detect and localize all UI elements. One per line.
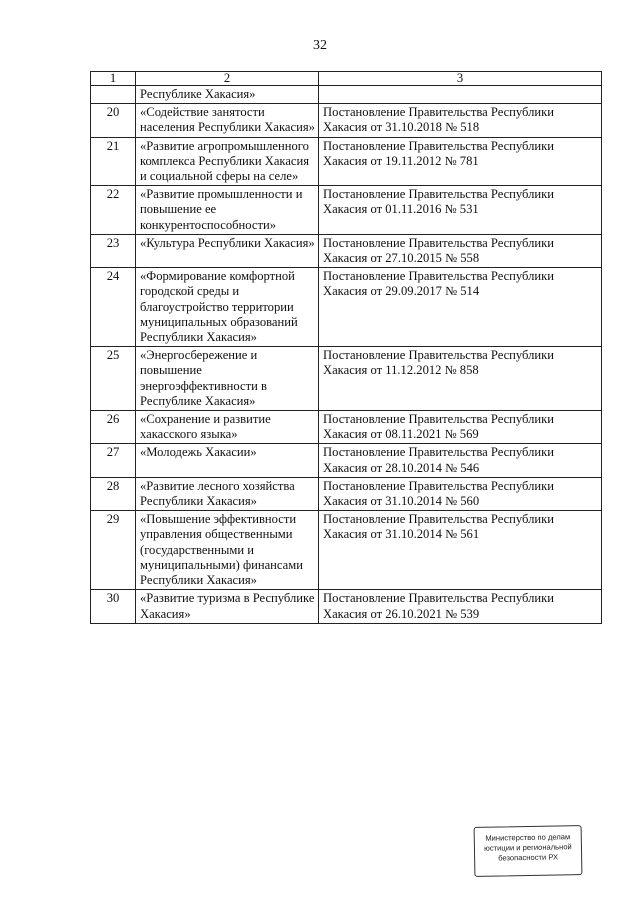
table-row [91, 137, 602, 186]
act-reference-cell: Постановление Правительства Республики Хакасия от 27.10.2015 № 558 [319, 234, 602, 267]
programs-table [90, 71, 602, 624]
page-number: 32 [313, 38, 327, 53]
column-header-number: 1 [91, 72, 136, 86]
table-row [91, 411, 602, 444]
act-reference-cell: Постановление Правительства Республики Хакасия от 31.10.2018 № 518 [319, 104, 602, 137]
act-reference-cell: Постановление Правительства Республики Хакасия от 28.10.2014 № 546 [319, 444, 602, 477]
row-number-cell: 29 [91, 511, 136, 590]
continuation-number-cell [91, 86, 136, 104]
row-number-cell: 25 [91, 347, 136, 411]
program-name-cell: «Культура Республики Хакасия» [136, 234, 319, 267]
table-row [91, 444, 602, 477]
continuation-program-cell: Республике Хакасия» [136, 86, 319, 104]
row-number-cell: 21 [91, 137, 136, 186]
table-row [91, 186, 602, 235]
program-name-cell: «Формирование комфортной городской среды и благоустройство территории муниципальных образований Республики Хакасия» [136, 268, 319, 347]
table-header-row [91, 72, 602, 86]
row-number-cell: 27 [91, 444, 136, 477]
column-header-program: 2 [136, 72, 319, 86]
continuation-act-cell [319, 86, 602, 104]
table-row [91, 104, 602, 137]
program-name-cell: «Развитие туризма в Республике Хакасия» [136, 590, 319, 623]
column-header-act: 3 [319, 72, 602, 86]
row-number-cell: 30 [91, 590, 136, 623]
program-name-cell: «Повышение эффективности управления общественными (государственными и муниципальными) финансами Республики Хакасия» [136, 511, 319, 590]
program-name-cell: «Энергосбережение и повышение энергоэффективности в Республике Хакасия» [136, 347, 319, 411]
act-reference-cell: Постановление Правительства Республики Хакасия от 19.11.2012 № 781 [319, 137, 602, 186]
act-reference-cell: Постановление Правительства Республики Хакасия от 31.10.2014 № 561 [319, 511, 602, 590]
act-reference-cell: Постановление Правительства Республики Хакасия от 11.12.2012 № 858 [319, 347, 602, 411]
table-row [91, 511, 602, 590]
act-reference-cell: Постановление Правительства Республики Хакасия от 08.11.2021 № 569 [319, 411, 602, 444]
program-name-cell: «Развитие агропромышленного комплекса Республики Хакасия и социальной сферы на селе» [136, 137, 319, 186]
table-row [91, 590, 602, 623]
program-name-cell: «Сохранение и развитие хакасского языка» [136, 411, 319, 444]
act-reference-cell: Постановление Правительства Республики Хакасия от 26.10.2021 № 539 [319, 590, 602, 623]
stamp-line: безопасности РХ [498, 852, 559, 863]
row-number-cell: 22 [91, 186, 136, 235]
program-name-cell: «Развитие промышленности и повышение ее конкурентоспособности» [136, 186, 319, 235]
continuation-row [91, 86, 602, 104]
program-name-cell: «Развитие лесного хозяйства Республики Хакасия» [136, 477, 319, 510]
act-reference-cell: Постановление Правительства Республики Хакасия от 01.11.2016 № 531 [319, 186, 602, 235]
act-reference-cell: Постановление Правительства Республики Хакасия от 29.09.2017 № 514 [319, 268, 602, 347]
table-row [91, 234, 602, 267]
table-row [91, 347, 602, 411]
table-row [91, 477, 602, 510]
ministry-stamp [474, 825, 583, 877]
stamp-line: юстиции и региональной [484, 842, 572, 853]
program-name-cell: «Молодежь Хакасии» [136, 444, 319, 477]
program-name-cell: «Содействие занятости населения Республики Хакасия» [136, 104, 319, 137]
row-number-cell: 20 [91, 104, 136, 137]
row-number-cell: 28 [91, 477, 136, 510]
row-number-cell: 24 [91, 268, 136, 347]
stamp-line: Министерство по делам [485, 832, 571, 843]
row-number-cell: 26 [91, 411, 136, 444]
act-reference-cell: Постановление Правительства Республики Хакасия от 31.10.2014 № 560 [319, 477, 602, 510]
table-row [91, 268, 602, 347]
row-number-cell: 23 [91, 234, 136, 267]
